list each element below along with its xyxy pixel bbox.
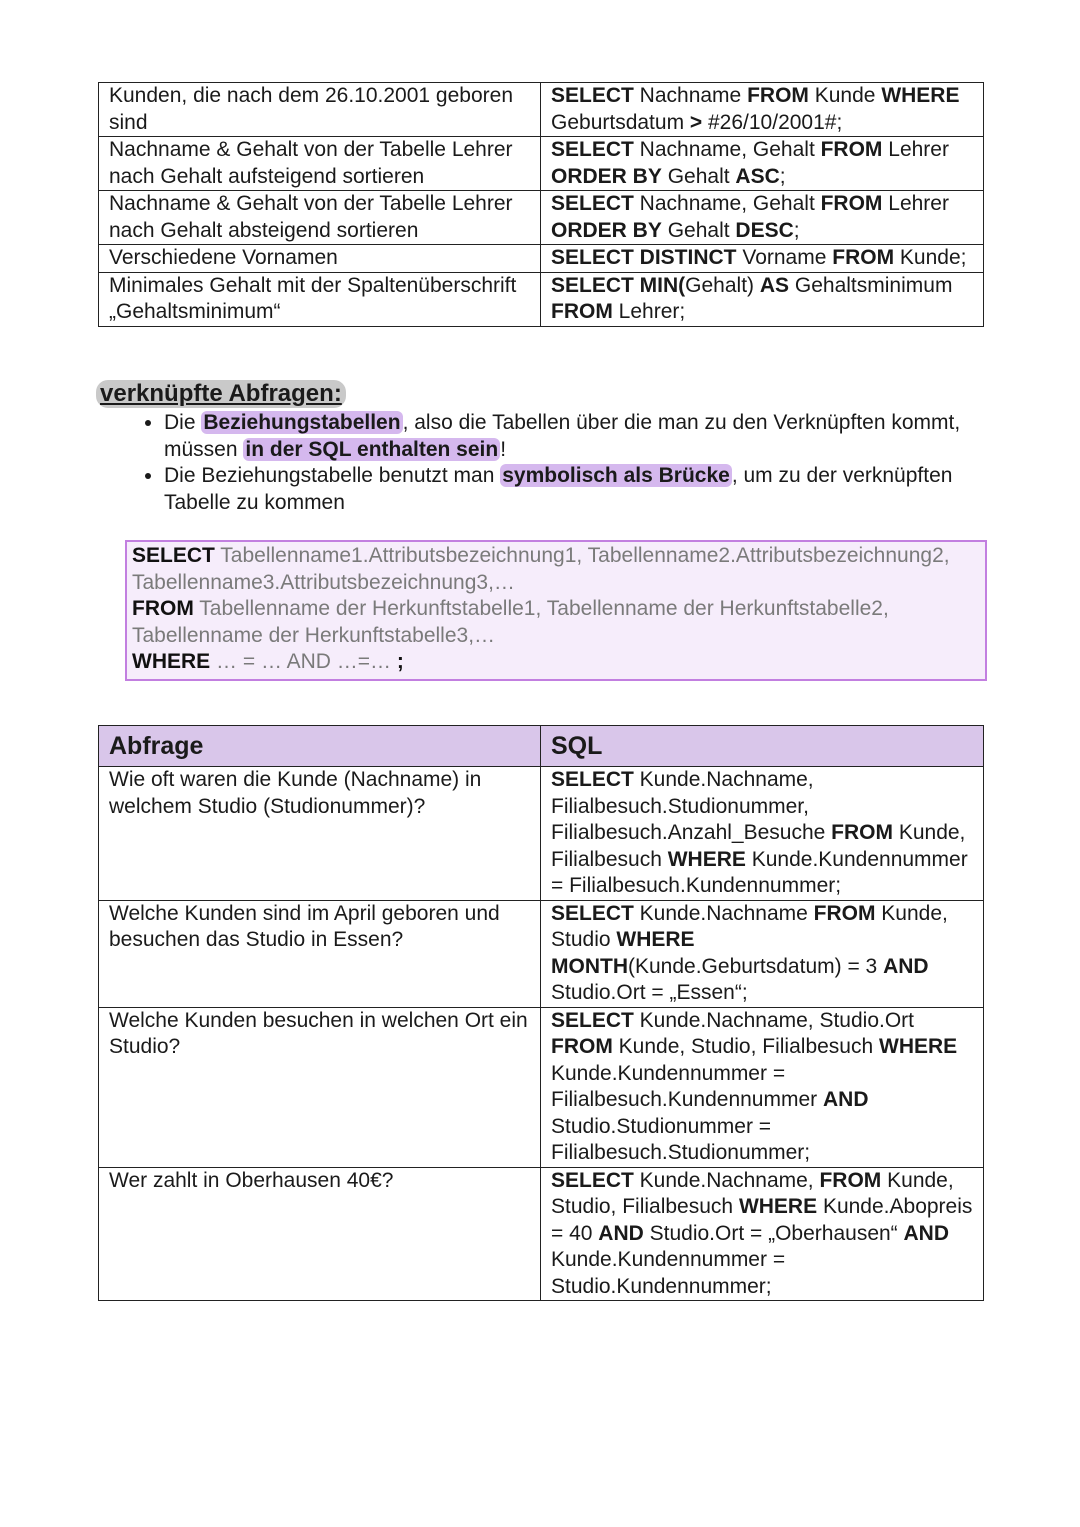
- sql-keyword: FROM: [551, 1035, 613, 1058]
- query-description: Nachname & Gehalt von der Tabelle Lehrer nach Gehalt absteigend sortieren: [99, 191, 541, 245]
- sql-keyword: FROM: [747, 84, 809, 107]
- bullet-item: • Die Beziehungstabelle benutzt man symbolisch als Brücke, um zu der verknüpften Tabelle zu kommen: [164, 463, 1024, 516]
- sql-keyword: SELECT: [551, 901, 634, 925]
- sql-keyword: SELECT: [551, 138, 634, 161]
- sql-keyword: SELECT: [551, 1008, 634, 1032]
- sql-keyword: WHERE: [132, 650, 211, 673]
- sql-keyword: FROM: [551, 300, 613, 323]
- syntax-line: WHERE … = … AND …=… ;: [132, 650, 404, 673]
- sql-keyword: AND: [598, 1221, 644, 1245]
- header-abfrage: Abfrage: [99, 726, 541, 767]
- joined-queries-table: [98, 725, 984, 1301]
- sql-statement: SELECT Nachname, Gehalt FROM Lehrer ORDER BY Gehalt DESC;: [541, 191, 984, 245]
- sql-keyword: FROM: [132, 597, 194, 620]
- sql-keyword: WHERE: [881, 84, 960, 107]
- query-description: Kunden, die nach dem 26.10.2001 geboren sind: [99, 83, 541, 137]
- highlight: Beziehungstabellen: [203, 411, 401, 434]
- sql-keyword: SELECT: [551, 192, 634, 215]
- sql-keyword: AND: [822, 1088, 869, 1111]
- sql-statement: SELECT Kunde.Nachname, Studio.Ort FROM Kunde, Studio, Filialbesuch WHERE Kunde.Kundennummer = Filialbesuch.Kundennummer AND Studio.Studionummer = Filialbesuch.Studionummer;: [541, 1007, 984, 1167]
- sql-keyword: WHERE: [879, 1035, 958, 1058]
- sql-keyword: SELECT: [551, 768, 634, 791]
- table-row: [99, 191, 984, 245]
- sql-keyword: AS: [759, 273, 790, 297]
- sql-keyword: SELECT DISTINCT: [551, 246, 737, 269]
- table-row: [99, 83, 984, 137]
- sql-keyword: >: [689, 110, 703, 134]
- table-row: [99, 1007, 984, 1167]
- bullet-list: [128, 410, 1024, 516]
- query-description: Wer zahlt in Oberhausen 40€?: [99, 1167, 541, 1301]
- header-sql: SQL: [541, 726, 984, 767]
- joined-queries-body: [99, 767, 984, 1301]
- query-description: Welche Kunden sind im April geboren und besuchen das Studio in Essen?: [99, 900, 541, 1007]
- sql-keyword: AND: [903, 1221, 950, 1245]
- sql-keyword: ;: [396, 650, 404, 673]
- sql-keyword: FROM: [813, 901, 876, 925]
- sql-statement: SELECT DISTINCT Vorname FROM Kunde;: [541, 245, 984, 273]
- bullet-item: • Die Beziehungstabellen, also die Tabellen über die man zu den Verknüpften kommt, müssen in der SQL enthalten sein!: [164, 410, 1024, 463]
- sql-statement: SELECT Kunde.Nachname, Filialbesuch.Studionummer, Filialbesuch.Anzahl_Besuche FROM Kunde, Filialbesuch WHERE Kunde.Kundennummer = Filialbesuch.Kundennummer;: [541, 767, 984, 901]
- sql-keyword: SELECT: [551, 84, 634, 107]
- sql-keyword: FROM: [832, 246, 895, 269]
- table-row: [99, 272, 984, 326]
- sql-keyword: WHERE: [616, 928, 695, 951]
- syntax-line: SELECT Tabellenname1.Attributsbezeichnung1, Tabellenname2.Attributsbezeichnung2, Tabellenname3.Attributsbezeichnung3,…: [132, 544, 950, 594]
- sql-statement: SELECT Kunde.Nachname, FROM Kunde, Studio, Filialbesuch WHERE Kunde.Abopreis = 40 AND Studio.Ort = „Oberhausen“ AND Kunde.Kundennummer = Studio.Kundennummer;: [541, 1167, 984, 1301]
- sql-statement: SELECT Nachname, Gehalt FROM Lehrer ORDER BY Gehalt ASC;: [541, 137, 984, 191]
- sql-keyword: ASC: [735, 164, 780, 188]
- header-row: [99, 726, 984, 767]
- sql-statement: SELECT Nachname FROM Kunde WHERE Geburtsdatum > #26/10/2001#;: [541, 83, 984, 137]
- sql-keyword: FROM: [819, 1168, 882, 1192]
- sql-examples-body: [99, 83, 984, 327]
- section-heading: verknüpfte Abfragen:: [96, 380, 346, 408]
- sql-keyword: MONTH: [551, 954, 628, 978]
- sql-keyword: FROM: [831, 821, 893, 844]
- sql-examples-table: [98, 82, 984, 327]
- highlight: symbolisch als Brücke: [502, 464, 730, 487]
- sql-keyword: WHERE: [667, 847, 746, 871]
- highlight: in der SQL enthalten sein: [245, 437, 499, 461]
- query-description: Minimales Gehalt mit der Spaltenüberschrift „Gehaltsminimum“: [99, 272, 541, 326]
- query-description: Verschiedene Vornamen: [99, 245, 541, 273]
- query-description: Welche Kunden besuchen in welchen Ort ein Studio?: [99, 1007, 541, 1167]
- syntax-line: FROM Tabellenname der Herkunftstabelle1, Tabellenname der Herkunftstabelle2, Tabellenname der Herkunftstabelle3,…: [132, 597, 889, 647]
- sql-keyword: FROM: [820, 192, 883, 215]
- sql-keyword: SELECT MIN(: [551, 273, 686, 297]
- sql-keyword: SELECT: [551, 1168, 634, 1192]
- sql-keyword: AND: [883, 954, 929, 978]
- sql-keyword: DESC: [735, 218, 794, 242]
- table-row: [99, 900, 984, 1007]
- query-description: Nachname & Gehalt von der Tabelle Lehrer nach Gehalt aufsteigend sortieren: [99, 137, 541, 191]
- sql-keyword: WHERE: [738, 1195, 818, 1218]
- table-row: [99, 245, 984, 273]
- syntax-box: [125, 540, 987, 681]
- sql-keyword: FROM: [820, 138, 883, 161]
- sql-statement: SELECT Kunde.Nachname FROM Kunde, Studio WHERE MONTH(Kunde.Geburtsdatum) = 3 AND Studio.Ort = „Essen“;: [541, 900, 984, 1007]
- query-description: Wie oft waren die Kunde (Nachname) in welchem Studio (Studionummer)?: [99, 767, 541, 901]
- table-row: [99, 767, 984, 901]
- table-row: [99, 1167, 984, 1301]
- table-row: [99, 137, 984, 191]
- sql-keyword: ORDER BY: [551, 218, 662, 242]
- sql-keyword: SELECT: [132, 544, 215, 567]
- sql-statement: SELECT MIN(Gehalt) AS Gehaltsminimum FROM Lehrer;: [541, 272, 984, 326]
- sql-keyword: ORDER BY: [551, 164, 662, 188]
